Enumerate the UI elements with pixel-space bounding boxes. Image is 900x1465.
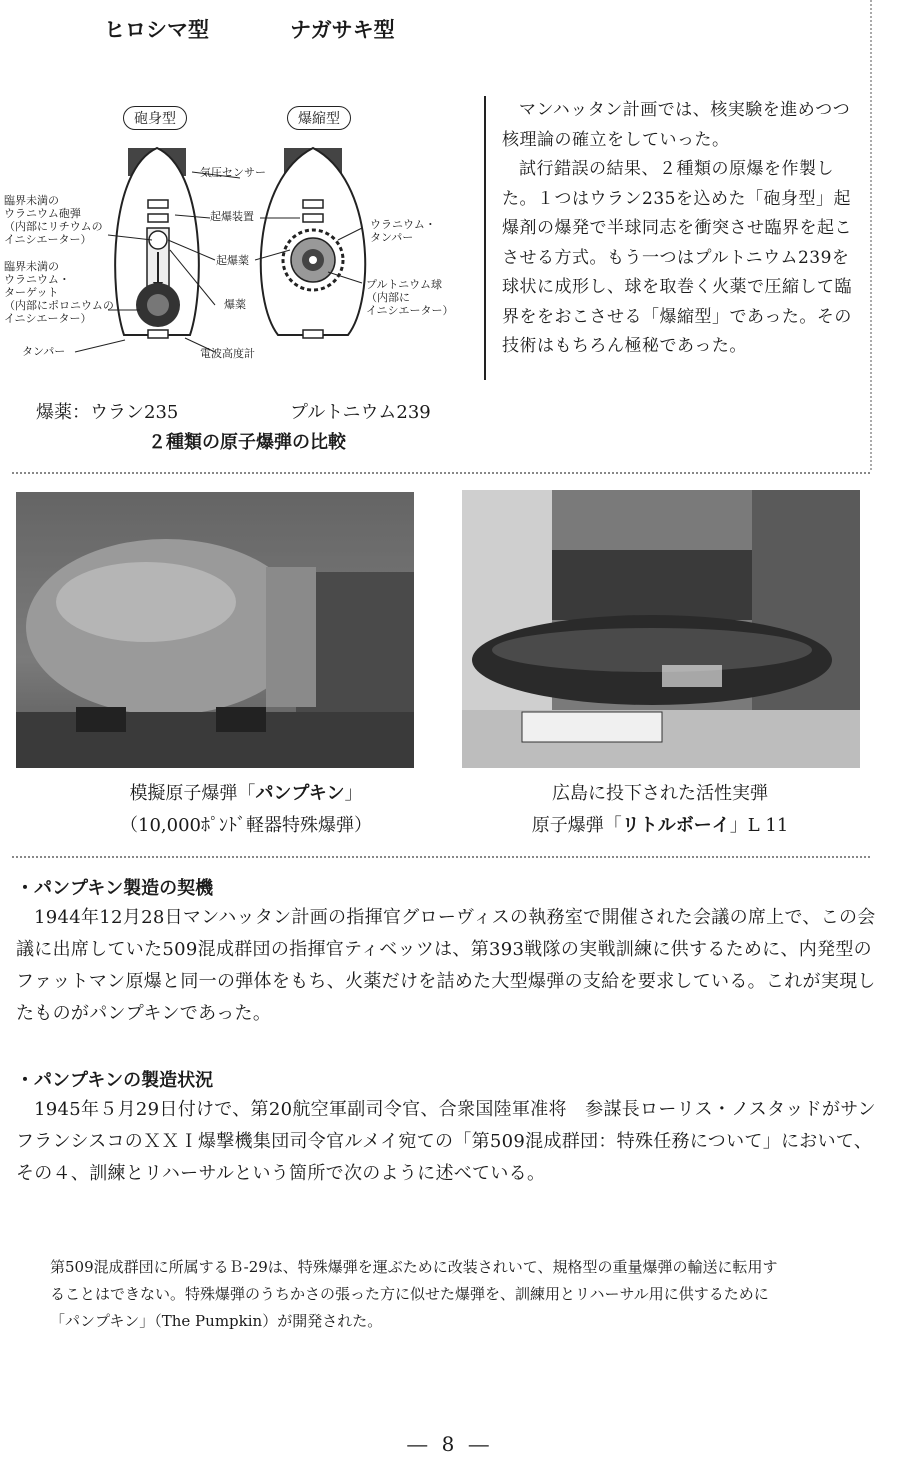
section-body-pumpkin-origin: 1944年12月28日マンハッタン計画の指揮官グローヴィスの執務室で開催された会議の席上で、この会議に出席していた509混成群団の指揮官ティベッツは、第393戦隊の実戦訓練に供するために、内発型のファットマン原爆と同一の弾体をもち、火薬だけを詰めた大型爆弾の支給を要求している。これが実現したものがパンプキンであった。 xyxy=(16,907,876,1024)
header-nagasaki-type: ナガサキ型 xyxy=(290,18,395,42)
pumpkin-caption-name: パンプキン xyxy=(255,783,345,804)
bomb-diagram xyxy=(0,100,470,370)
label-plutonium-sphere: プルトニウム球 （内部に イニシエーター） xyxy=(366,278,454,317)
little-boy-caption-pre: 原子爆弾「 xyxy=(531,815,622,836)
little-boy-caption-line1: 広島に投下された活性実弾 xyxy=(552,783,768,804)
page-number: ― 8 ― xyxy=(407,1432,493,1456)
label-uranium-tamper: ウラニウム・ タンパー xyxy=(370,218,436,244)
pumpkin-bomb-photo xyxy=(16,492,414,768)
implosion-type-label: 爆縮型 xyxy=(287,106,351,130)
pumpkin-caption xyxy=(16,778,476,842)
separator-middle xyxy=(12,856,870,858)
section-body-pumpkin-production: 1945年５月29日付けで、第20航空軍副司令官、合衆国陸軍准将 参謀長ローリス・ノスタッドがサンフランシスコのＸＸＩ爆撃機集団司令官ルメイ宛ての「第509混成群団：特殊任務について」において、その４、訓練とリハーサルという箇所で次のように述べている。 xyxy=(16,1099,876,1184)
label-initiator-charge: 起爆薬 xyxy=(216,254,249,267)
label-uranium-target: 臨界未満の ウラニウム・ ターゲット （内部にポロニウムの イニシエーター） xyxy=(4,260,114,325)
little-boy-caption xyxy=(440,778,880,842)
pumpkin-caption-pre: 模擬原子爆弾「 xyxy=(129,783,256,804)
label-tamper: タンパー xyxy=(22,345,66,358)
section-title-pumpkin-origin: ・パンプキン製造の契機 xyxy=(16,878,214,899)
explanation-paragraph-1: マンハッタン計画では、核実験を進めつつ核理論の確立をしていった。 xyxy=(502,100,851,150)
little-boy-photo xyxy=(462,490,860,768)
label-detonator: 起爆装置 xyxy=(210,210,254,223)
header-hiroshima-type: ヒロシマ型 xyxy=(104,18,209,42)
little-boy-caption-post: 」L 11 xyxy=(729,815,789,836)
label-pressure-sensor: 気圧センサー xyxy=(200,166,266,179)
little-boy-caption-name: リトルボーイ xyxy=(621,815,730,836)
explosive-plutonium-label: プルトニウム239 xyxy=(290,402,431,423)
explosive-uranium-label: 爆薬：ウラン235 xyxy=(36,402,179,423)
label-explosive: 爆薬 xyxy=(224,298,246,311)
label-radar-altimeter: 電波高度計 xyxy=(200,347,255,360)
diagram-caption: ２種類の原子爆弾の比較 xyxy=(148,432,346,453)
side-rule xyxy=(870,0,872,470)
quoted-passage: 第509混成群団に所属するＢ-29は、特殊爆弾を運ぶために改装されいて、規格型の重量爆弾の輸送に転用することはできない。特殊爆弾のうちかさの張った方に似せた爆弾を、訓練用とリハーサル用に供するために「パンプキン」（The Pumpkin）が開発された。 xyxy=(50,1258,778,1330)
pumpkin-caption-subtitle: （10,000ﾎﾟﾝﾄﾞ軽器特殊爆弾） xyxy=(120,815,372,836)
explanation-paragraph-2: 試行錯誤の結果、２種類の原爆を作製した。１つはウラン235を込めた「砲身型」起爆剤の爆発で半球同志を衝突させ臨界を起こさせる方式。もう一つはプルトニウム239を球状に成形し、球を取巻く火薬で圧縮して臨界ををおこさせる「爆縮型」であった。その技術はもちろん極秘であった。 xyxy=(502,159,852,356)
gun-type-label: 砲身型 xyxy=(123,106,187,130)
section-title-pumpkin-production: ・パンプキンの製造状況 xyxy=(16,1070,214,1091)
explanation-box xyxy=(484,96,864,380)
implosion-type-bomb-icon xyxy=(261,148,365,338)
label-uranium-projectile: 臨界未満の ウラニウム砲弾 （内部にリチウムの イニシエーター） xyxy=(4,194,103,246)
pumpkin-caption-post: 」 xyxy=(344,783,363,804)
separator-top xyxy=(12,472,870,474)
